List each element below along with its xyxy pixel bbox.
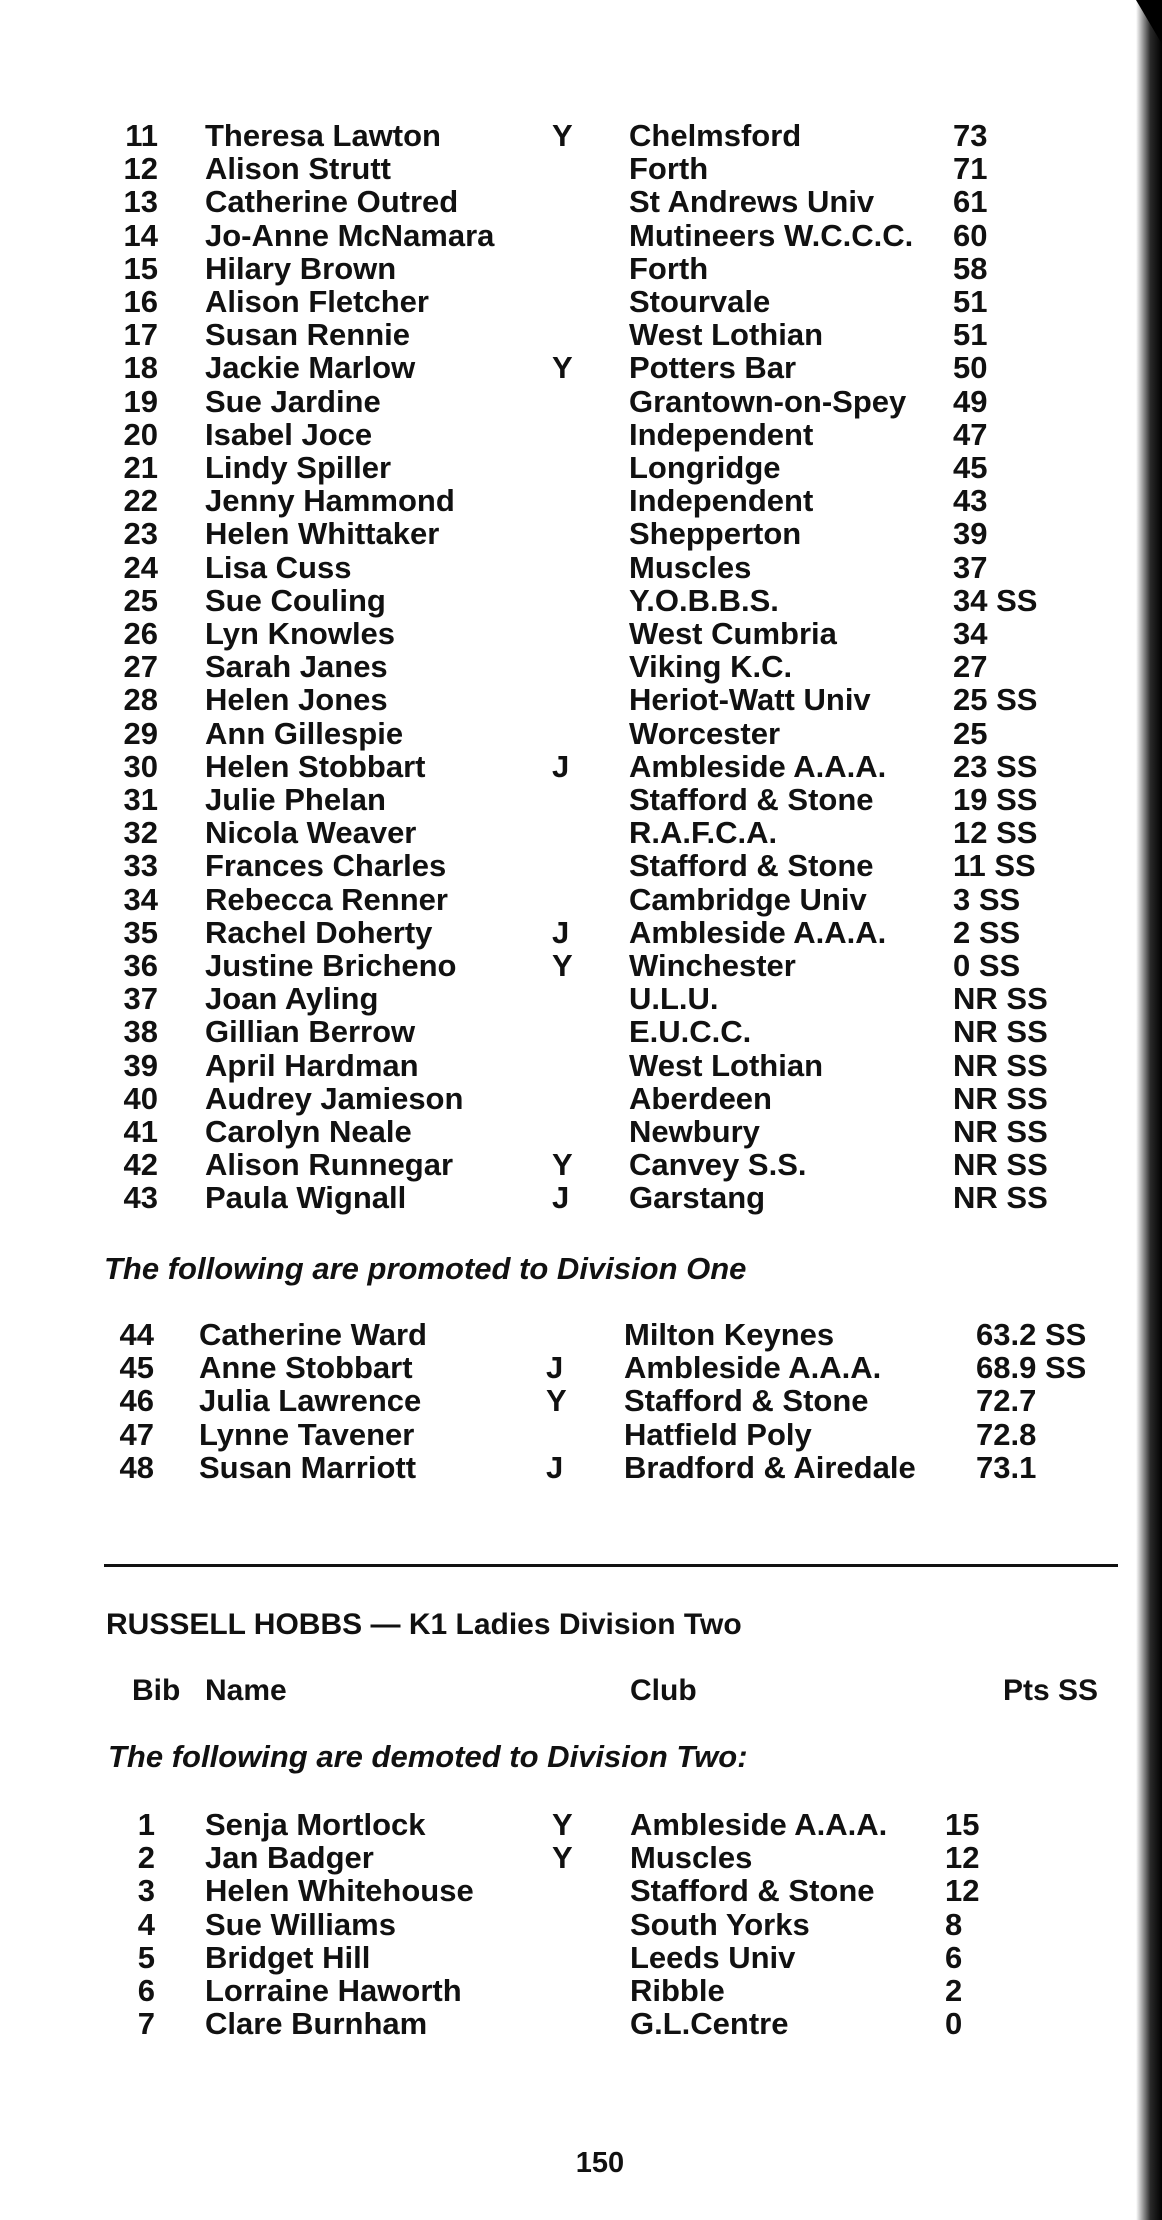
competitor-name: Ann Gillespie	[205, 715, 404, 751]
bib-number: 20	[123, 416, 158, 452]
points-value: 25	[953, 715, 988, 751]
club-name: Muscles	[629, 549, 752, 585]
result-row	[0, 883, 1162, 916]
result-row	[0, 1874, 1162, 1907]
bib-number: 23	[123, 516, 158, 552]
club-name: Stourvale	[629, 284, 771, 319]
competitor-name: Frances Charles	[205, 848, 447, 884]
club-name: Mutineers W.C.C.C.	[629, 217, 914, 253]
bib-number: 11	[125, 118, 158, 153]
points-value: 25 SS	[953, 682, 1038, 718]
section-divider	[104, 1564, 1118, 1567]
bib-number: 41	[123, 1114, 158, 1149]
bib-number: 27	[123, 649, 158, 685]
competitor-name: Alison Strutt	[205, 151, 391, 187]
competitor-name: Helen Jones	[205, 682, 388, 718]
competitor-name: Lorraine Haworth	[205, 1973, 462, 2008]
bib-number: 42	[123, 1147, 158, 1183]
result-row	[0, 1418, 1162, 1451]
result-row	[0, 551, 1162, 584]
age-category: J	[546, 1350, 564, 1386]
club-name: Stafford & Stone	[624, 1383, 869, 1419]
result-row	[0, 982, 1162, 1015]
points-value: 37	[953, 549, 988, 585]
points-value: 39	[953, 516, 988, 552]
points-value: 11 SS	[953, 848, 1036, 884]
bib-number: 36	[123, 948, 158, 983]
points-value: 72.7	[976, 1383, 1037, 1419]
competitor-name: Catherine Ward	[199, 1317, 427, 1352]
club-name: Ambleside A.A.A.	[624, 1350, 882, 1386]
bib-number: 48	[119, 1449, 154, 1485]
competitor-name: Alison Fletcher	[205, 284, 429, 319]
club-name: Worcester	[629, 715, 781, 751]
result-row	[0, 1049, 1162, 1082]
points-value: 61	[953, 184, 988, 220]
result-row	[0, 1015, 1162, 1048]
competitor-name: Susan Rennie	[205, 317, 410, 353]
result-row	[0, 617, 1162, 650]
club-name: Viking K.C.	[629, 649, 793, 685]
demoted-note: The following are demoted to Division Two:	[108, 1739, 748, 1774]
bib-number: 14	[123, 217, 158, 253]
competitor-name: Susan Marriott	[199, 1449, 417, 1485]
age-category: Y	[552, 350, 573, 386]
club-name: West Cumbria	[629, 616, 837, 651]
competitor-name: Carolyn Neale	[205, 1114, 412, 1149]
club-name: Canvey S.S.	[629, 1147, 807, 1183]
bib-number: 21	[123, 450, 158, 485]
bib-number: 29	[123, 715, 158, 751]
competitor-name: Jackie Marlow	[205, 350, 416, 386]
bib-number: 46	[119, 1383, 154, 1419]
result-row	[0, 1148, 1162, 1181]
bib-number: 13	[123, 184, 158, 220]
bib-number: 5	[137, 1939, 155, 1975]
bib-number: 7	[137, 2006, 155, 2042]
competitor-name: Hilary Brown	[205, 250, 397, 286]
points-value: 73.1	[976, 1449, 1037, 1485]
result-row	[0, 584, 1162, 617]
competitor-name: Lisa Cuss	[205, 549, 352, 585]
result-row	[0, 119, 1162, 152]
bib-number: 31	[123, 782, 158, 817]
result-row	[0, 916, 1162, 949]
bib-number: 38	[123, 1014, 158, 1050]
points-value: 15	[945, 1807, 980, 1842]
age-category: J	[546, 1449, 564, 1485]
result-row	[0, 1115, 1162, 1148]
points-value: 63.2 SS	[976, 1317, 1087, 1352]
competitor-name: Jo-Anne McNamara	[205, 217, 495, 253]
competitor-name: Sarah Janes	[205, 649, 388, 685]
club-name: Cambridge Univ	[629, 881, 867, 917]
age-category: Y	[546, 1383, 567, 1419]
points-value: 12	[945, 1873, 980, 1909]
club-name: West Lothian	[629, 1047, 824, 1083]
bib-number: 4	[137, 1906, 155, 1942]
bib-number: 12	[123, 151, 158, 187]
club-name: Hatfield Poly	[624, 1416, 812, 1452]
age-category: J	[552, 1180, 570, 1216]
result-row	[0, 849, 1162, 882]
club-name: Leeds Univ	[630, 1939, 796, 1975]
result-row	[0, 252, 1162, 285]
result-row	[0, 783, 1162, 816]
points-value: 0	[945, 2006, 963, 2042]
competitor-name: Justine Bricheno	[205, 948, 457, 983]
competitor-name: Alison Runnegar	[205, 1147, 454, 1183]
age-category: Y	[552, 1147, 573, 1183]
result-row	[0, 2007, 1162, 2040]
points-value: NR SS	[953, 1180, 1048, 1216]
points-value: NR SS	[953, 981, 1048, 1017]
bib-number: 17	[123, 317, 158, 353]
club-name: Ambleside A.A.A.	[630, 1807, 888, 1842]
points-value: NR SS	[953, 1047, 1048, 1083]
result-row	[0, 285, 1162, 318]
points-value: 23 SS	[953, 748, 1038, 784]
competitor-name: Bridget Hill	[205, 1939, 371, 1975]
points-value: NR SS	[953, 1014, 1048, 1050]
competitor-name: Isabel Joce	[205, 416, 373, 452]
points-value: 72.8	[976, 1416, 1037, 1452]
points-value: NR SS	[953, 1080, 1048, 1116]
points-value: 8	[945, 1906, 963, 1942]
competitor-name: Lynne Tavener	[199, 1416, 415, 1452]
club-name: Stafford & Stone	[629, 848, 874, 884]
bib-number: 34	[123, 881, 158, 917]
competitor-name: Lindy Spiller	[205, 450, 392, 485]
age-category: J	[552, 914, 570, 950]
points-value: 2 SS	[953, 914, 1021, 950]
competitor-name: Julia Lawrence	[199, 1383, 422, 1419]
bib-number: 1	[137, 1807, 155, 1842]
bib-number: 22	[123, 483, 158, 519]
competitor-name: Jenny Hammond	[205, 483, 455, 519]
points-value: 43	[953, 483, 988, 519]
competitor-name: Nicola Weaver	[205, 815, 417, 851]
club-name: Newbury	[629, 1114, 760, 1149]
result-row	[0, 683, 1162, 716]
club-name: St Andrews Univ	[629, 184, 875, 220]
competitor-name: Jan Badger	[205, 1840, 374, 1876]
club-name: Forth	[629, 250, 709, 286]
result-row	[0, 351, 1162, 384]
age-category: Y	[552, 1807, 573, 1842]
points-value: 12	[945, 1840, 980, 1876]
points-value: 68.9 SS	[976, 1350, 1087, 1386]
competitor-name: Sue Williams	[205, 1906, 396, 1942]
bib-number: 19	[123, 383, 158, 419]
age-category: Y	[552, 948, 573, 983]
competitor-name: Catherine Outred	[205, 184, 459, 220]
result-row	[0, 1808, 1162, 1841]
points-value: 49	[953, 383, 988, 419]
points-value: 34 SS	[953, 582, 1038, 618]
bib-number: 35	[123, 914, 158, 950]
age-category: Y	[552, 1840, 573, 1876]
competitor-name: Helen Whittaker	[205, 516, 440, 552]
result-row	[0, 1351, 1162, 1384]
bib-number: 43	[123, 1180, 158, 1216]
competitor-name: Senja Mortlock	[205, 1807, 426, 1842]
club-name: Winchester	[629, 948, 796, 983]
result-row	[0, 1451, 1162, 1484]
competitor-name: Theresa Lawton	[205, 118, 441, 153]
competitor-name: Helen Whitehouse	[205, 1873, 474, 1909]
club-name: Ambleside A.A.A.	[629, 748, 887, 784]
points-value: 45	[953, 450, 988, 485]
club-name: Aberdeen	[629, 1080, 772, 1116]
result-row	[0, 1908, 1162, 1941]
club-name: Forth	[629, 151, 709, 187]
bib-number: 6	[137, 1973, 155, 2008]
bib-number: 37	[123, 981, 158, 1017]
competitor-name: Lyn Knowles	[205, 616, 396, 651]
competitor-name: Clare Burnham	[205, 2006, 428, 2042]
result-row	[0, 750, 1162, 783]
points-value: 58	[953, 250, 988, 286]
result-row	[0, 418, 1162, 451]
club-name: Heriot-Watt Univ	[629, 682, 871, 718]
competitor-name: Sue Couling	[205, 582, 386, 618]
result-row	[0, 152, 1162, 185]
bib-number: 2	[137, 1840, 155, 1876]
competitor-name: Julie Phelan	[205, 782, 386, 817]
column-header-name: Name	[205, 1674, 287, 1707]
bib-number: 47	[119, 1416, 154, 1452]
points-value: 12 SS	[953, 815, 1038, 851]
club-name: Ambleside A.A.A.	[629, 914, 887, 950]
club-name: Y.O.B.B.S.	[629, 582, 779, 618]
points-value: 2	[945, 1973, 963, 2008]
competitor-name: Anne Stobbart	[199, 1350, 413, 1386]
bib-number: 32	[123, 815, 158, 851]
points-value: NR SS	[953, 1114, 1048, 1149]
age-category: Y	[552, 118, 573, 153]
club-name: Milton Keynes	[624, 1317, 835, 1352]
bib-number: 26	[123, 616, 158, 651]
result-row	[0, 1941, 1162, 1974]
result-row	[0, 385, 1162, 418]
club-name: Shepperton	[629, 516, 802, 552]
points-value: 6	[945, 1939, 963, 1975]
club-name: Stafford & Stone	[630, 1873, 875, 1909]
bib-number: 28	[123, 682, 158, 718]
result-row	[0, 1082, 1162, 1115]
bib-number: 44	[119, 1317, 154, 1352]
club-name: Grantown-on-Spey	[629, 383, 907, 419]
result-row	[0, 949, 1162, 982]
club-name: Independent	[629, 416, 814, 452]
points-value: NR SS	[953, 1147, 1048, 1183]
points-value: 71	[953, 151, 988, 187]
division-two-heading: RUSSELL HOBBS — K1 Ladies Division Two	[106, 1608, 742, 1641]
column-header-bib: Bib	[132, 1674, 181, 1707]
points-value: 19 SS	[953, 782, 1038, 817]
competitor-name: Rachel Doherty	[205, 914, 433, 950]
points-value: 47	[953, 416, 988, 452]
points-value: 73	[953, 118, 988, 153]
age-category: J	[552, 748, 570, 784]
bib-number: 3	[137, 1873, 155, 1909]
competitor-name: Helen Stobbart	[205, 748, 426, 784]
result-row	[0, 1318, 1162, 1351]
points-value: 34	[953, 616, 988, 651]
club-name: Longridge	[629, 450, 781, 485]
points-value: 51	[953, 317, 988, 353]
club-name: G.L.Centre	[630, 2006, 789, 2042]
competitor-name: April Hardman	[205, 1047, 419, 1083]
bib-number: 39	[123, 1047, 158, 1083]
bib-number: 40	[123, 1080, 158, 1116]
bib-number: 25	[123, 582, 158, 618]
competitor-name: Paula Wignall	[205, 1180, 407, 1216]
bib-number: 16	[123, 284, 158, 319]
club-name: Bradford & Airedale	[624, 1449, 916, 1485]
bib-number: 15	[123, 250, 158, 286]
competitor-name: Gillian Berrow	[205, 1014, 416, 1050]
column-header-pts: Pts SS	[1003, 1674, 1099, 1707]
bib-number: 45	[119, 1350, 154, 1386]
bib-number: 33	[123, 848, 158, 884]
page-corner	[1136, 0, 1162, 44]
bib-number: 24	[123, 549, 158, 585]
bib-number: 18	[123, 350, 158, 386]
points-value: 50	[953, 350, 988, 386]
club-name: E.U.C.C.	[629, 1014, 752, 1050]
result-row	[0, 484, 1162, 517]
result-row	[0, 451, 1162, 484]
result-row	[0, 1181, 1162, 1214]
club-name: U.L.U.	[629, 981, 719, 1017]
result-row	[0, 717, 1162, 750]
club-name: South Yorks	[630, 1906, 810, 1942]
competitor-name: Rebecca Renner	[205, 881, 448, 917]
points-value: 27	[953, 649, 988, 685]
bib-number: 30	[123, 748, 158, 784]
points-value: 0 SS	[953, 948, 1021, 983]
result-row	[0, 219, 1162, 252]
club-name: Stafford & Stone	[629, 782, 874, 817]
points-value: 51	[953, 284, 988, 319]
club-name: Potters Bar	[629, 350, 797, 386]
club-name: Chelmsford	[629, 118, 802, 153]
competitor-name: Audrey Jamieson	[205, 1080, 464, 1116]
result-row	[0, 318, 1162, 351]
column-header-club: Club	[630, 1674, 697, 1707]
club-name: Ribble	[630, 1973, 725, 2008]
club-name: West Lothian	[629, 317, 824, 353]
page-number: 150	[575, 2147, 625, 2179]
points-value: 60	[953, 217, 988, 253]
club-name: Independent	[629, 483, 814, 519]
club-name: Muscles	[630, 1840, 753, 1876]
club-name: R.A.F.C.A.	[629, 815, 778, 851]
result-row	[0, 1384, 1162, 1417]
result-row	[0, 185, 1162, 218]
club-name: Garstang	[629, 1180, 766, 1216]
result-row	[0, 1974, 1162, 2007]
result-row	[0, 517, 1162, 550]
promoted-note: The following are promoted to Division One	[104, 1251, 747, 1286]
competitor-name: Joan Ayling	[205, 981, 379, 1017]
result-row	[0, 650, 1162, 683]
points-value: 3 SS	[953, 881, 1021, 917]
result-row	[0, 816, 1162, 849]
competitor-name: Sue Jardine	[205, 383, 381, 419]
result-row	[0, 1841, 1162, 1874]
